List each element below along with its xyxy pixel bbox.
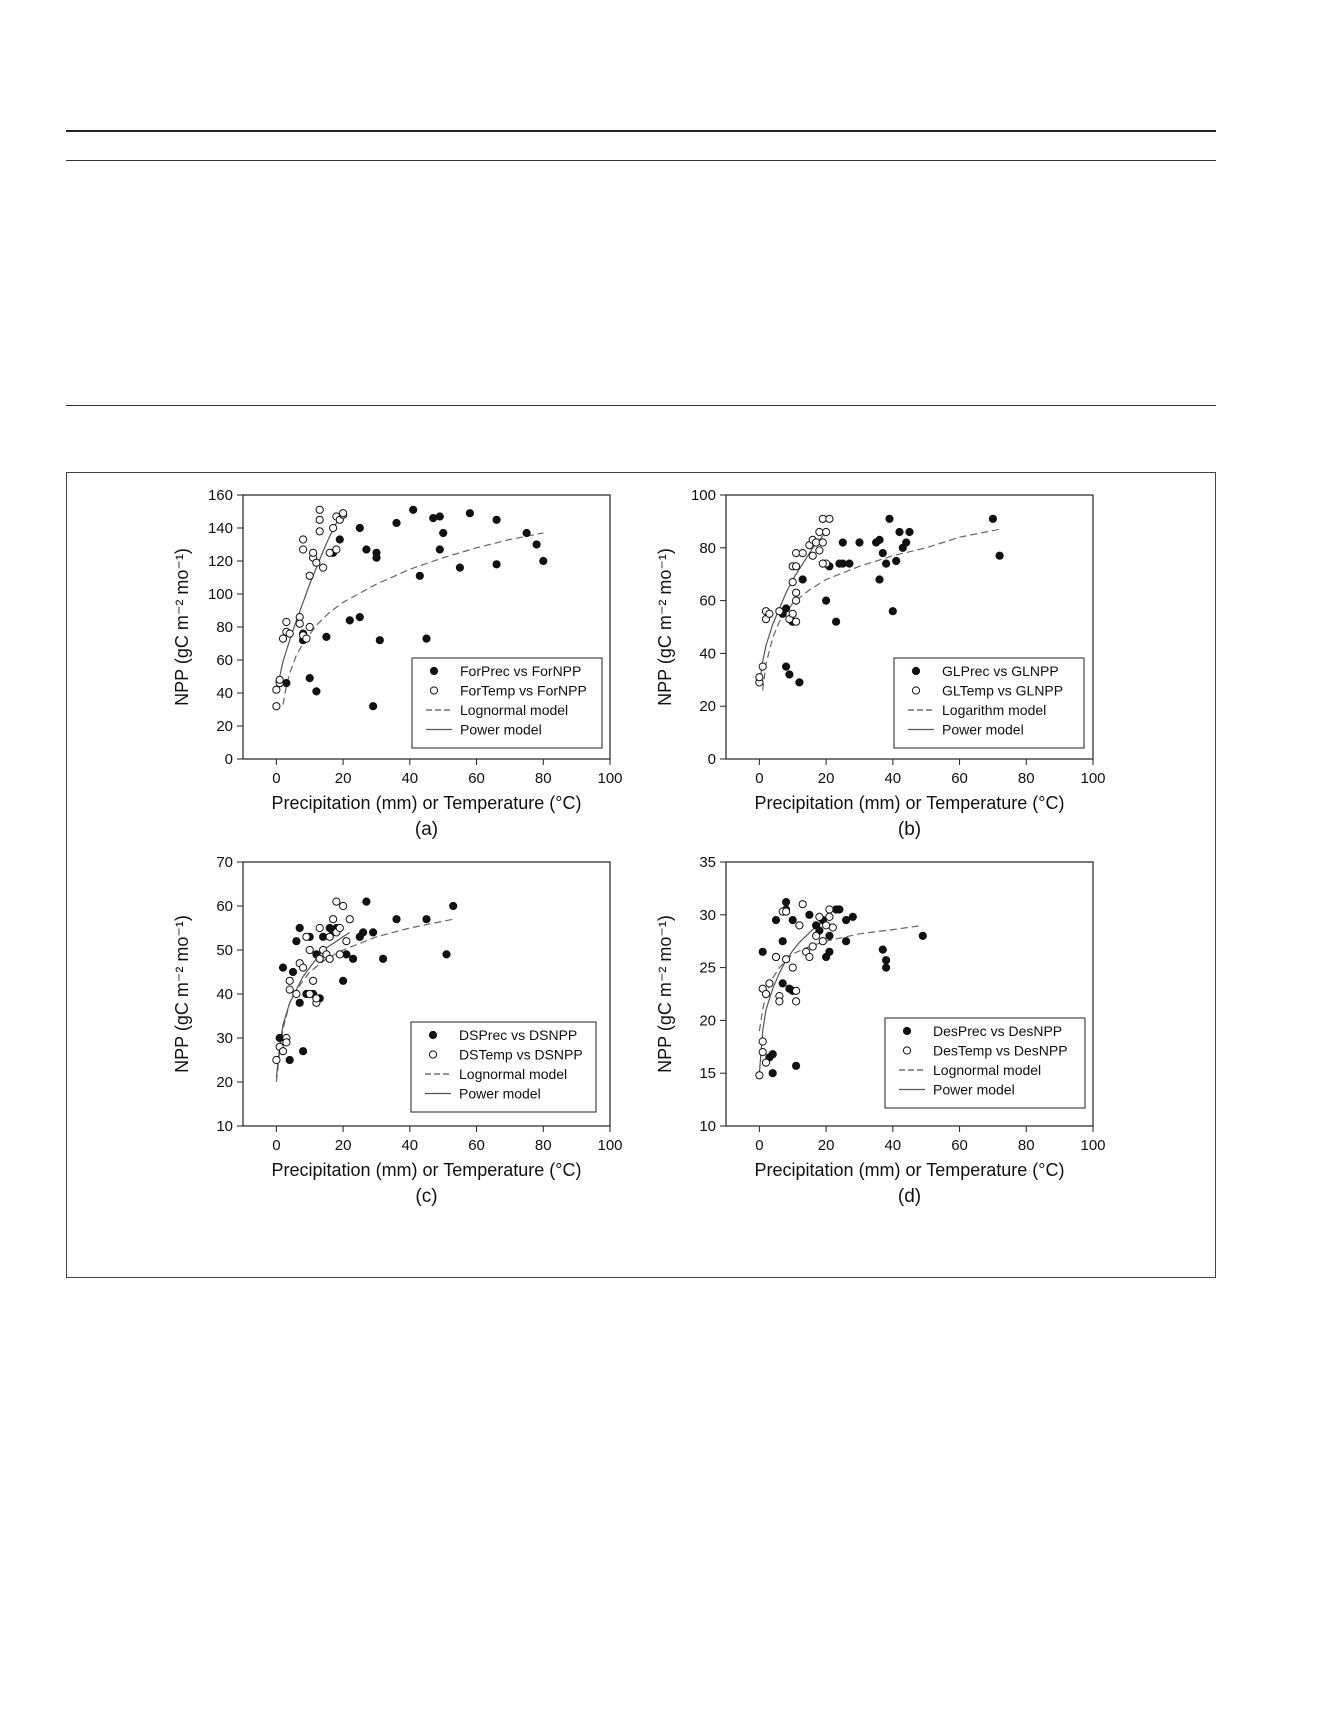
data-point-open — [783, 908, 790, 915]
legend-entry-label: DSPrec vs DSNPP — [459, 1027, 578, 1043]
data-point-open — [316, 528, 323, 535]
data-point-filled — [843, 917, 850, 924]
data-point-filled — [346, 617, 353, 624]
data-point-open — [793, 563, 800, 570]
y-tick-label: 20 — [699, 1012, 716, 1030]
data-point-filled — [883, 964, 890, 971]
legend-entry-label: GLPrec vs GLNPP — [942, 663, 1059, 679]
data-point-filled — [440, 529, 447, 536]
y-tick-label: 20 — [699, 698, 716, 716]
data-point-filled — [293, 938, 300, 945]
legend-key-filled-marker — [430, 667, 437, 674]
x-tick-label: 100 — [597, 1137, 623, 1154]
data-point-filled — [523, 529, 530, 536]
data-point-open — [346, 916, 353, 923]
data-point-filled — [903, 539, 910, 546]
x-tick-label: 40 — [884, 770, 902, 787]
data-point-open — [793, 597, 800, 604]
y-axis-label: NPP (gC m⁻² mo⁻¹) — [172, 915, 192, 1073]
chart-panel-1 — [172, 487, 623, 840]
data-point-filled — [996, 552, 1003, 559]
data-point-open — [300, 546, 307, 553]
data-point-filled — [493, 516, 500, 523]
y-tick-label: 160 — [207, 487, 233, 504]
data-point-open — [273, 686, 280, 693]
data-point-open — [333, 546, 340, 553]
y-tick-label: 10 — [699, 1118, 716, 1135]
data-point-open — [293, 990, 300, 997]
data-point-filled — [856, 539, 863, 546]
data-point-open — [809, 943, 816, 950]
y-tick-label: 80 — [216, 619, 233, 636]
data-point-filled — [889, 608, 896, 615]
data-point-open — [776, 608, 783, 615]
y-tick-label: 35 — [699, 854, 716, 871]
x-tick-label: 80 — [1017, 1137, 1035, 1154]
data-point-open — [819, 539, 826, 546]
data-point-filled — [989, 515, 996, 522]
data-point-open — [789, 579, 796, 586]
data-point-open — [829, 924, 836, 931]
data-point-open — [279, 635, 286, 642]
legend-key-filled-marker — [903, 1027, 910, 1034]
data-point-open — [766, 980, 773, 987]
x-tick-label: 0 — [272, 770, 281, 787]
y-tick-label: 30 — [699, 906, 716, 924]
data-point-filled — [783, 899, 790, 906]
legend-entry-label: Power model — [460, 721, 542, 738]
figure-panels — [67, 473, 1217, 1279]
data-point-filled — [893, 557, 900, 564]
data-point-open — [783, 956, 790, 963]
data-point-filled — [350, 955, 357, 962]
data-point-filled — [370, 703, 377, 710]
data-point-filled — [779, 980, 786, 987]
x-tick-label: 20 — [334, 770, 352, 787]
data-point-open — [759, 1038, 766, 1045]
data-point-filled — [373, 549, 380, 556]
legend-entry-label: Lognormal model — [933, 1062, 1042, 1078]
model-curve-solid — [276, 512, 343, 694]
data-point-filled — [789, 917, 796, 924]
legend-key-filled-marker — [912, 667, 919, 674]
data-point-filled — [896, 528, 903, 535]
data-point-open — [793, 987, 800, 994]
data-point-open — [819, 560, 826, 567]
data-point-filled — [323, 633, 330, 640]
legend — [411, 1022, 596, 1112]
x-axis-label: Precipitation (mm) or Temperature (°C) — [271, 1160, 582, 1180]
x-tick-label: 40 — [401, 1137, 419, 1154]
data-point-filled — [466, 510, 473, 517]
data-point-open — [310, 549, 317, 556]
data-point-open — [816, 913, 823, 920]
x-tick-label: 20 — [334, 1137, 352, 1154]
data-point-open — [303, 933, 310, 940]
x-axis-label: Precipitation (mm) or Temperature (°C) — [754, 1160, 1065, 1180]
data-point-open — [286, 630, 293, 637]
data-point-open — [336, 951, 343, 958]
data-point-filled — [363, 898, 370, 905]
data-point-filled — [380, 955, 387, 962]
data-point-open — [826, 913, 833, 920]
data-point-open — [316, 955, 323, 962]
y-tick-label: 15 — [699, 1065, 716, 1083]
legend-entry-label: DSTemp vs DSNPP — [459, 1046, 583, 1063]
x-tick-label: 100 — [1080, 1137, 1106, 1154]
data-point-filled — [363, 546, 370, 553]
data-point-open — [816, 547, 823, 554]
data-point-open — [343, 938, 350, 945]
data-point-open — [759, 1049, 766, 1056]
data-point-open — [306, 990, 313, 997]
data-point-open — [316, 924, 323, 931]
y-tick-label: 140 — [207, 520, 233, 537]
data-point-open — [756, 1072, 763, 1079]
x-tick-label: 100 — [1080, 770, 1106, 787]
data-point-open — [793, 998, 800, 1005]
data-point-open — [813, 932, 820, 939]
data-point-open — [316, 506, 323, 513]
data-point-filled — [410, 506, 417, 513]
y-tick-label: 40 — [699, 645, 716, 663]
data-point-filled — [443, 951, 450, 958]
data-point-filled — [276, 1034, 283, 1041]
data-point-open — [316, 516, 323, 523]
x-tick-label: 0 — [755, 770, 764, 787]
data-point-filled — [423, 916, 430, 923]
data-point-open — [793, 589, 800, 596]
data-point-filled — [769, 1070, 776, 1077]
data-point-filled — [393, 916, 400, 923]
y-tick-label: 70 — [216, 854, 233, 871]
y-tick-label: 20 — [216, 1074, 233, 1091]
data-point-open — [816, 528, 823, 535]
x-tick-label: 0 — [272, 1137, 281, 1154]
data-point-filled — [919, 932, 926, 939]
data-point-open — [313, 995, 320, 1002]
data-point-filled — [450, 902, 457, 909]
x-tick-label: 40 — [401, 770, 419, 787]
chart-panel-4 — [655, 854, 1106, 1207]
data-point-filled — [279, 964, 286, 971]
data-point-open — [306, 572, 313, 579]
data-point-open — [766, 610, 773, 617]
y-tick-label: 30 — [216, 1030, 233, 1047]
y-tick-label: 0 — [707, 751, 716, 768]
x-tick-label: 60 — [951, 770, 968, 787]
data-point-open — [303, 635, 310, 642]
data-point-filled — [846, 560, 853, 567]
data-point-open — [279, 1048, 286, 1055]
data-point-filled — [436, 546, 443, 553]
legend-entry-label: ForPrec vs ForNPP — [460, 663, 582, 679]
chart-panel-3 — [172, 854, 623, 1207]
legend-key-open-marker — [903, 1047, 910, 1054]
data-point-filled — [533, 541, 540, 548]
legend-entry-label: ForTemp vs ForNPP — [460, 682, 587, 699]
data-point-open — [776, 998, 783, 1005]
data-point-open — [336, 924, 343, 931]
data-point-open — [320, 564, 327, 571]
data-point-filled — [786, 671, 793, 678]
x-tick-label: 0 — [755, 1137, 764, 1154]
data-point-filled — [879, 946, 886, 953]
data-point-open — [756, 674, 763, 681]
figure-frame — [66, 472, 1216, 1278]
data-point-open — [762, 1059, 769, 1066]
data-point-filled — [416, 572, 423, 579]
data-point-filled — [826, 932, 833, 939]
data-point-filled — [436, 513, 443, 520]
data-point-filled — [296, 999, 303, 1006]
data-point-filled — [806, 911, 813, 918]
legend — [412, 658, 602, 748]
y-axis-label: NPP (gC m⁻² mo⁻¹) — [172, 548, 192, 706]
data-point-filled — [376, 637, 383, 644]
y-tick-label: 40 — [216, 986, 233, 1003]
data-point-filled — [883, 957, 890, 964]
data-point-open — [313, 559, 320, 566]
y-tick-label: 20 — [216, 718, 233, 735]
data-point-filled — [836, 906, 843, 913]
data-point-open — [813, 539, 820, 546]
legend-entry-label: Logarithm model — [942, 702, 1047, 718]
y-tick-label: 40 — [216, 685, 233, 702]
legend-key-open-marker — [429, 1051, 436, 1058]
data-point-filled — [493, 561, 500, 568]
data-point-filled — [876, 536, 883, 543]
data-point-filled — [283, 680, 290, 687]
data-point-open — [826, 906, 833, 913]
data-point-filled — [336, 536, 343, 543]
y-tick-label: 60 — [216, 898, 233, 915]
x-tick-label: 20 — [817, 770, 835, 787]
panel-label: (c) — [415, 1186, 438, 1207]
data-point-filled — [430, 515, 437, 522]
data-point-open — [799, 901, 806, 908]
data-point-open — [333, 898, 340, 905]
data-point-open — [819, 938, 826, 945]
data-point-filled — [356, 614, 363, 621]
legend-entry-label: Power model — [942, 721, 1024, 738]
y-tick-label: 25 — [699, 959, 716, 977]
data-point-open — [273, 703, 280, 710]
legend-entry-label: DesTemp vs DesNPP — [933, 1042, 1068, 1059]
data-point-open — [326, 933, 333, 940]
data-point-filled — [313, 688, 320, 695]
data-point-open — [310, 977, 317, 984]
y-tick-label: 50 — [216, 942, 233, 959]
data-point-open — [809, 552, 816, 559]
data-point-filled — [769, 1051, 776, 1058]
data-point-filled — [306, 675, 313, 682]
legend-entry-label: Lognormal model — [459, 1066, 568, 1082]
data-point-filled — [783, 605, 790, 612]
data-point-filled — [423, 635, 430, 642]
y-axis-label: NPP (gC m⁻² mo⁻¹) — [655, 915, 675, 1073]
chart-panel-2 — [655, 487, 1106, 840]
data-point-open — [273, 1056, 280, 1063]
data-point-filled — [839, 539, 846, 546]
data-point-filled — [883, 560, 890, 567]
data-point-open — [283, 1039, 290, 1046]
data-point-open — [789, 610, 796, 617]
y-tick-label: 10 — [216, 1118, 233, 1135]
data-point-filled — [799, 576, 806, 583]
legend-entry-label: Power model — [933, 1081, 1015, 1098]
data-point-open — [300, 964, 307, 971]
y-tick-label: 120 — [207, 553, 233, 570]
data-point-open — [823, 922, 830, 929]
data-point-open — [276, 676, 283, 683]
data-point-filled — [289, 968, 296, 975]
y-tick-label: 80 — [699, 539, 716, 557]
x-tick-label: 60 — [468, 1137, 485, 1154]
x-tick-label: 100 — [597, 770, 623, 787]
data-point-filled — [456, 564, 463, 571]
x-axis-label: Precipitation (mm) or Temperature (°C) — [754, 793, 1065, 813]
data-point-open — [330, 524, 337, 531]
y-axis-label: NPP (gC m⁻² mo⁻¹) — [655, 548, 675, 706]
y-tick-label: 100 — [207, 586, 233, 603]
legend-entry-label: Power model — [459, 1085, 541, 1102]
data-point-filled — [833, 618, 840, 625]
legend-key-filled-marker — [429, 1031, 436, 1038]
data-point-filled — [370, 929, 377, 936]
x-tick-label: 40 — [884, 1137, 902, 1154]
data-point-filled — [360, 929, 367, 936]
data-point-filled — [826, 948, 833, 955]
panel-label: (d) — [897, 1186, 922, 1207]
y-tick-label: 60 — [699, 592, 716, 610]
legend-entry-label: DesPrec vs DesNPP — [933, 1023, 1063, 1039]
legend-entry-label: Lognormal model — [460, 702, 569, 718]
data-point-filled — [876, 576, 883, 583]
data-point-filled — [300, 1048, 307, 1055]
data-point-open — [793, 618, 800, 625]
data-point-open — [326, 549, 333, 556]
data-point-open — [772, 953, 779, 960]
data-point-open — [340, 902, 347, 909]
data-point-open — [826, 515, 833, 522]
y-tick-label: 100 — [690, 487, 716, 504]
data-point-filled — [783, 663, 790, 670]
legend — [885, 1018, 1085, 1108]
x-tick-label: 80 — [534, 770, 552, 787]
data-point-open — [286, 977, 293, 984]
data-point-filled — [796, 679, 803, 686]
data-point-filled — [296, 924, 303, 931]
data-point-filled — [393, 519, 400, 526]
table-top-rule — [66, 130, 1216, 132]
data-point-filled — [843, 938, 850, 945]
table-header-rule — [66, 160, 1216, 161]
y-tick-label: 60 — [216, 652, 233, 669]
legend — [894, 658, 1084, 748]
legend-key-open-marker — [912, 687, 919, 694]
x-tick-label: 80 — [1017, 770, 1035, 787]
data-point-filled — [540, 557, 547, 564]
y-tick-label: 0 — [224, 751, 233, 768]
data-point-filled — [759, 948, 766, 955]
table-bottom-rule — [66, 405, 1216, 406]
x-tick-label: 80 — [534, 1137, 552, 1154]
data-point-open — [306, 946, 313, 953]
data-point-filled — [286, 1056, 293, 1063]
data-point-open — [306, 623, 313, 630]
data-point-open — [340, 510, 347, 517]
panel-label: (b) — [897, 819, 922, 840]
data-point-open — [296, 620, 303, 627]
data-point-open — [759, 663, 766, 670]
data-point-filled — [886, 515, 893, 522]
x-tick-label: 20 — [817, 1137, 835, 1154]
data-point-open — [799, 550, 806, 557]
panel-label: (a) — [414, 819, 439, 840]
data-point-filled — [779, 938, 786, 945]
data-point-filled — [772, 917, 779, 924]
legend-entry-label: GLTemp vs GLNPP — [942, 682, 1064, 699]
data-point-filled — [793, 1062, 800, 1069]
data-point-filled — [906, 528, 913, 535]
data-point-open — [789, 964, 796, 971]
data-point-open — [283, 618, 290, 625]
data-point-open — [300, 536, 307, 543]
data-point-filled — [823, 597, 830, 604]
legend-key-open-marker — [430, 687, 437, 694]
x-axis-label: Precipitation (mm) or Temperature (°C) — [271, 793, 582, 813]
x-tick-label: 60 — [951, 1137, 968, 1154]
data-point-open — [823, 528, 830, 535]
x-tick-label: 60 — [468, 770, 485, 787]
data-point-filled — [356, 524, 363, 531]
data-point-open — [330, 916, 337, 923]
data-point-filled — [340, 977, 347, 984]
data-point-filled — [849, 913, 856, 920]
data-point-open — [796, 922, 803, 929]
data-point-open — [762, 990, 769, 997]
data-point-open — [806, 953, 813, 960]
data-point-open — [326, 955, 333, 962]
data-point-filled — [879, 550, 886, 557]
data-point-open — [286, 986, 293, 993]
